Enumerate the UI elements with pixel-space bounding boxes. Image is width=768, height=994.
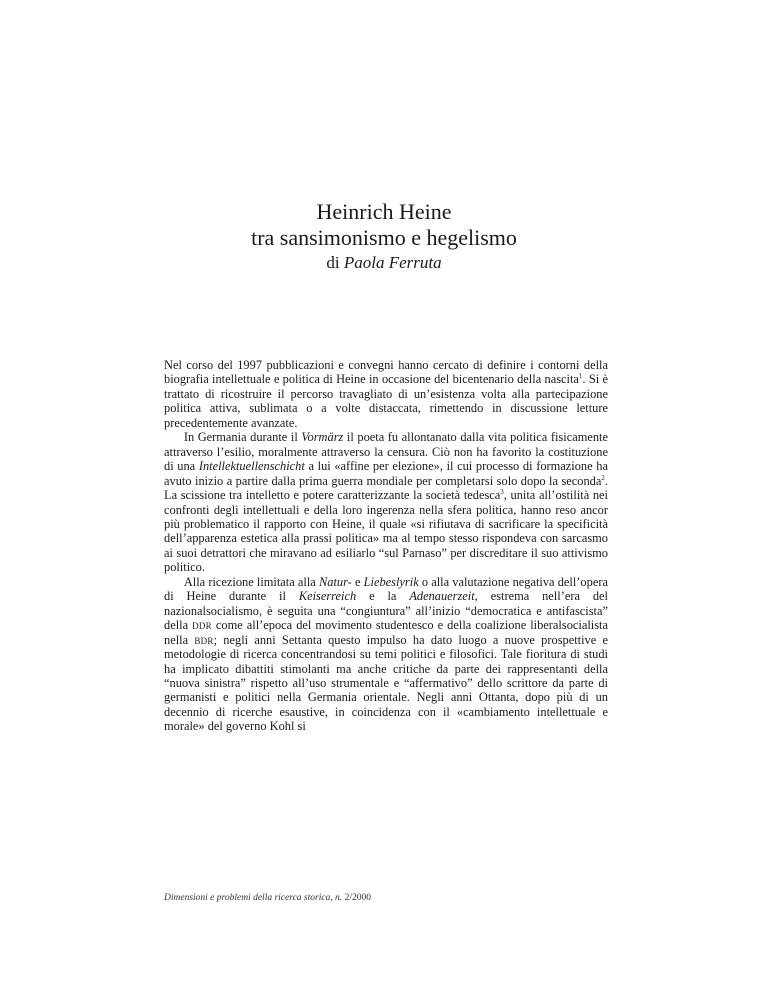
byline-prefix: di xyxy=(326,253,340,272)
issue-number: 2/2000 xyxy=(344,893,371,903)
footnote-ref-1[interactable]: 1 xyxy=(578,372,583,381)
byline xyxy=(0,253,768,273)
paragraph-3: Alla ricezione limitata alla Natur- e Liebeslyrik o alla valutazione negativa dell’opera di Heine durante il Keiserreich e la Adenauerzeit, estrema nell’era del nazionalsocialismo, è seguita una “congiuntura” all’inizio “democratica e antifascista” della ddr come all’epoca del movimento studentesco e della coalizione liberalsocialista nella bdr; negli anni Settanta questo impulso ha dato luogo a nuove prospettive e metodologie di ricerca concentrandosi su temi politici e filosofici. Tale fioritura di studi ha implicato dibattiti stimolanti ma anche critiche da parte dei rappresentanti della “nuova sinistra” rispetto all’uso strumentale e “affermativo” dello scrittore da parte di germanisti e politici nella Germania orientale. Negli anni Ottanta, dopo più di un decennio di ricerche esaustive, in coincidenza con il «cambiamento intellettuale e morale» del governo Kohl si xyxy=(164,574,608,734)
acronym-bdr: bdr xyxy=(194,632,214,647)
paragraph-2: In Germania durante il Vormärz il poeta fu allontanato dalla vita politica fisicamente attraverso l’esilio, moralmente attraverso la censura. Ciò non ha favorito la costituzione di una Intellektuellenschicht a lui «affine per elezione», il cui processo di formazione ha avuto inizio a partire dalla prima guerra mondiale per completarsi solo dopo la seconda$^2$. La scissione tra intelletto e potere caratterizzante la società tedesca$^3$, unita all’ostilità nei confronti degli intellettuali e della loro ingerenza nella sfera politica, hanno reso ancor più problematico il rapporto con Heine, il quale «si rifiutava di sacrificare la specificità dell’apparenza estetica alla prassi politica» ma al tempo stesso rispondeva con sarcasmo ai suoi detrattori che miravano ad esiliarlo “sul Parnaso” per discreditare il suo attivismo politico. xyxy=(164,430,608,575)
article-title-line-1: Heinrich Heine xyxy=(316,199,452,224)
article-body xyxy=(164,358,608,734)
acronym-ddr: ddr xyxy=(192,618,212,633)
article-title-line-2: tra sansimonismo e hegelismo xyxy=(251,225,517,250)
author-name: Paola Ferruta xyxy=(343,253,442,272)
journal-footer: Dimensioni e problemi della ricerca storica, n. 2/2000 xyxy=(164,893,371,903)
paragraph-1: Nel corso del 1997 pubblicazioni e convegni hanno cercato di definire i contorni della biografia intellettuale e politica di Heine in occasione del bicentenario della nascita$^1$. Si è trattato di ricostruire il percorso travagliato di un’esistenza volta alla partecipazione politica attiva, sublimata o a volte distaccata, rimettendo in discussione letture precedentemente avanzate. xyxy=(164,358,608,430)
footnote-ref-3[interactable]: 3 xyxy=(500,487,504,496)
footnote-ref-2[interactable]: 2 xyxy=(601,473,605,482)
